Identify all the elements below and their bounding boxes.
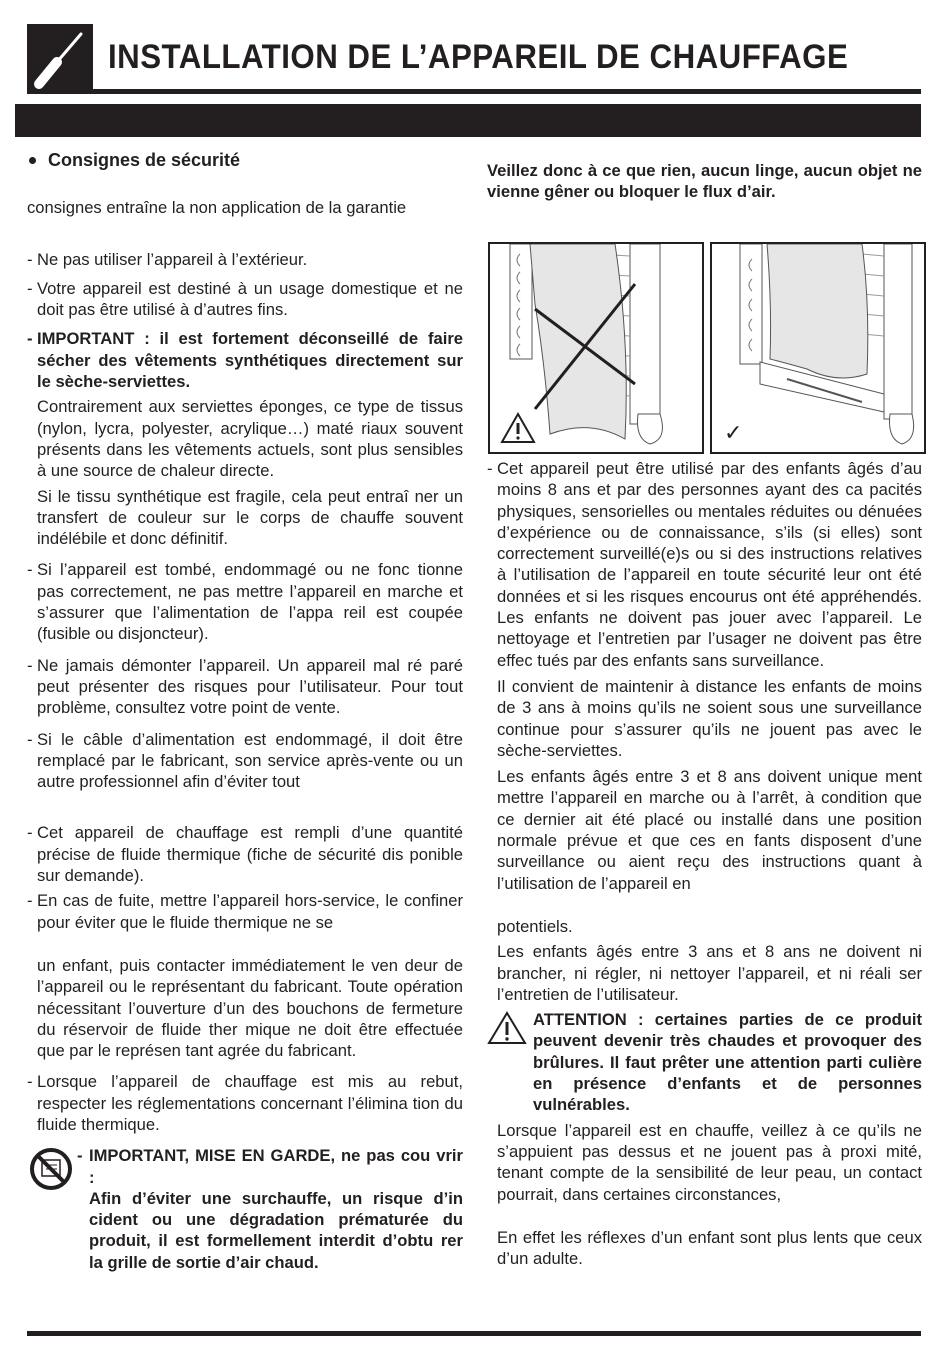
airflow-notice: Veillez donc à ce que rien, aucun linge, aucun objet ne vienne gêner ou bloquer le flux d’air. xyxy=(487,161,922,202)
warning-triangle-icon xyxy=(487,1011,527,1045)
header-bar xyxy=(15,104,921,137)
right-column-lower xyxy=(487,458,922,1269)
list-item: - Ne pas utiliser l’appareil à l’extérieur. xyxy=(27,249,308,269)
towel-correct-illustration xyxy=(712,244,924,452)
list-item: - Votre appareil est destiné à un usage domestique et ne doit pas être utilisé à d’autres fins. xyxy=(27,278,463,320)
checkmark-icon: ✓ xyxy=(724,420,743,445)
3-to-8-para: Les enfants âgés entre 3 et 8 ans doivent unique ment mettre l’appareil en marche ou à l’arrêt, à condition que ce dernier ait été placé ou installé dans une position normale prévue et que ces en fants disposent d’une surveillance ou aient reçu des instructions quant à l’utilisation de l’appareil en xyxy=(497,767,922,893)
section-heading xyxy=(27,150,463,171)
important-synthetics: - IMPORTANT : il est fortement déconseillé de faire sécher des vêtements synthétiques directement sur le sèche-serviettes. xyxy=(27,329,463,392)
synthetics-para-2: Si le tissu synthétique est fragile, cela peut entraî ner un transfert de couleur sur le corps de chauffe souvent indélébile et donc définitif. xyxy=(37,486,463,549)
leak-continued: un enfant, puis contacter immédiatement le ven deur de l’appareil ou le représentant du fabricant. Toute opération nécessitant l’ouverture d’un des bouchons de fermeture du réservoir de fluide ther mique ne doit être effectuée que par le représen tant agrée du fabricant. xyxy=(37,955,463,1061)
list-item: - Ne jamais démonter l’appareil. Un appareil mal ré paré peut présenter des risques pour l’utilisateur. Pour tout problème, consultez votre point de vente. xyxy=(27,655,463,718)
header-rule xyxy=(93,89,921,94)
list-item: - Si le câble d’alimentation est endommagé, il doit être remplacé par le fabricant, son service après-vente ou un autre professionnel afin d’éviter tout xyxy=(27,729,463,792)
synthetics-para-1: Contrairement aux serviettes éponges, ce type de tissus (nylon, lycra, polyester, acrylique…) maté riaux souvent présents dans les vêtements actuels, sont plus sensibles à une source de chaleur directe. xyxy=(37,397,463,481)
heating-para: Lorsque l’appareil est en chauffe, veillez à ce qu’ils ne s’appuient pas dessus et ne jouent pas à proxi mité, tenant compte de la sensibilité de leur peau, un contact pourrait, dans certaines circonstances, xyxy=(497,1120,922,1204)
warning-cover-body: Afin d’éviter une surchauffe, un risque d’in cident ou une dégradation prématurée du produit, il est formellement interdit d’obtu rer la grille de sortie d’air chaud. xyxy=(89,1188,463,1272)
figure-correct xyxy=(710,242,926,454)
right-column xyxy=(487,160,922,203)
list-item: - En cas de fuite, mettre l’appareil hors-service, le confiner pour éviter que le fluide thermique ne se xyxy=(27,891,463,932)
attention-text: ATTENTION : certaines parties de ce produit peuvent devenir très chaudes et provoquer des brûlures. Il faut prêter une attention parti culière en présence d’enfants et de personnes vulnérables. xyxy=(533,1010,922,1115)
list-item: - Cet appareil de chauffage est rempli d’une quantité précise de fluide thermique (fiche de sécurité dis ponible sur demande). xyxy=(27,823,463,886)
list-item: - Lorsque l’appareil de chauffage est mis au rebut, respecter les réglementations concernant l’élimina tion du fluide thermique. xyxy=(27,1072,463,1134)
reflexes-para: En effet les réflexes d’un enfant sont plus lents que ceux d’un adulte. xyxy=(497,1227,922,1269)
intro-text: consignes entraîne la non application de la garantie xyxy=(27,198,407,218)
potentiels-text: potentiels. xyxy=(497,916,573,936)
bullet-icon xyxy=(29,157,36,164)
footer-rule xyxy=(27,1331,921,1336)
figure-incorrect xyxy=(488,242,704,454)
list-item: - Si l’appareil est tombé, endommagé ou ne fonc tionne pas correctement, ne pas mettre l’appareil en marche et s’assurer que l’alimentation de l’appa reil est coupée (fusible ou disjoncteur). xyxy=(27,560,463,644)
children-item: - Cet appareil peut être utilisé par des enfants âgés d’au moins 8 ans et par des personnes ayant des ca pacités physiques, sensorielles ou mentales réduites ou dénuées d’expérience ou de connaissance, s’ils (si elles) sont correctement surveillé(e)s ou si des instructions relatives à l’utilisation de l’appareil en toute sécurité leur ont été données et si les risques encourus ont été appréhendés. Les enfants ne doivent pas jouer avec l’appareil. Le nettoyage et l’entretien par l’usager ne doivent pas être effec tués par des enfants sans surveillance. xyxy=(487,459,922,670)
screwdriver-icon xyxy=(27,24,93,94)
left-column xyxy=(27,150,463,1273)
section-title: Consignes de sécurité xyxy=(48,150,241,170)
warning-cover-block xyxy=(27,1145,463,1273)
3-to-8-para-b: Les enfants âgés entre 3 ans et 8 ans ne doivent ni brancher, ni régler, ni nettoyer l’appareil, et ni réali ser l’entretien de l’utilisateur. xyxy=(497,942,922,1004)
under-3-para: Il convient de maintenir à distance les enfants de moins de 3 ans à moins qu’ils ne soient sous une surveillance continue pour s’assurer qu’ils ne jouent pas avec le sèche-serviettes. xyxy=(497,676,922,760)
header-icon-box xyxy=(27,24,93,94)
warning-triangle-icon xyxy=(500,412,536,444)
warning-cover-title: - IMPORTANT, MISE EN GARDE, ne pas cou vrir : xyxy=(77,1146,463,1187)
attention-block xyxy=(487,1009,922,1115)
do-not-cover-icon xyxy=(29,1147,73,1191)
page-title: INSTALLATION DE L’APPAREIL DE CHAUFFAGE xyxy=(108,38,849,76)
